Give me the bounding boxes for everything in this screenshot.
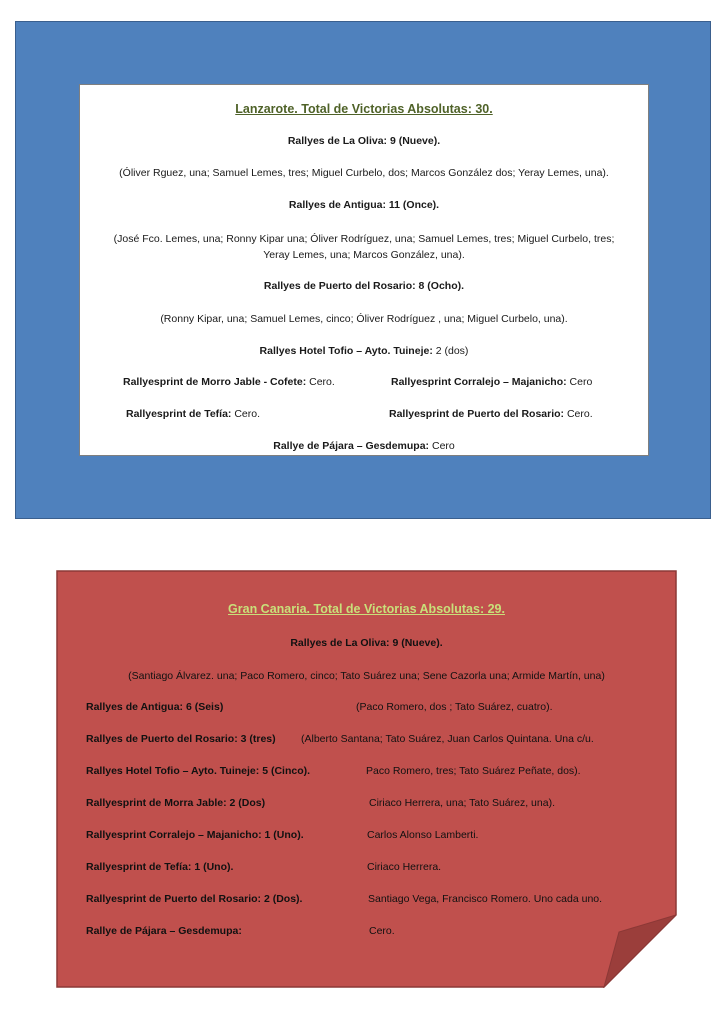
- lz-pajara-label: Rallye de Pájara – Gesdemupa:: [273, 440, 430, 452]
- gc-row-detail: (Paco Romero, dos ; Tato Suárez, cuatro).: [356, 701, 553, 713]
- gc-row-detail: (Alberto Santana; Tato Suárez, Juan Carlos Quintana. Una c/u.: [301, 733, 594, 745]
- gc-row-detail: Cero.: [369, 925, 395, 937]
- lz-morro-line: [123, 375, 335, 390]
- lz-pajara-value: Cero: [429, 440, 455, 452]
- lz-tefia-value: Cero.: [231, 408, 261, 420]
- gc-row-label: Rallyesprint Corralejo – Majanicho: 1 (Uno).: [86, 829, 304, 841]
- gran-canaria-title: Gran Canaria. Total de Victorias Absolutas: 29.: [228, 602, 505, 616]
- lz-antigua-detail-2: Yeray Lemes, una; Marcos González, una).: [263, 249, 465, 261]
- lz-sprint-rosario-value: Cero.: [564, 408, 593, 420]
- lanzarote-title: Lanzarote. Total de Victorias Absolutas: 30.: [235, 102, 493, 116]
- lz-tefia-line: [126, 407, 260, 422]
- lz-pajara-line: [80, 439, 648, 454]
- lz-tefia-label: Rallyesprint de Tefía:: [126, 408, 232, 420]
- gc-row-label: Rallye de Pájara – Gesdemupa:: [86, 925, 242, 937]
- gc-row-detail: Santiago Vega, Francisco Romero. Uno cada uno.: [368, 893, 603, 905]
- gc-row-label: Rallyesprint de Puerto del Rosario: 2 (Dos).: [86, 893, 303, 905]
- lz-tofio-label: Rallyes Hotel Tofio – Ayto. Tuineje:: [259, 345, 433, 357]
- lz-corralejo-line: [391, 375, 592, 390]
- lz-tofio-value: 2 (dos): [432, 345, 469, 357]
- gc-row-label: Rallyes de Antigua: 6 (Seis): [86, 701, 224, 713]
- lz-rosario-heading: Rallyes de Puerto del Rosario: 8 (Ocho).: [263, 280, 465, 292]
- lz-corralejo-label: Rallyesprint Corralejo – Majanicho:: [391, 376, 567, 388]
- gc-oliva-detail: (Santiago Álvarez. una; Paco Romero, cinco; Tato Suárez una; Sene Cazorla una; Armide Martín, una): [128, 670, 605, 682]
- lz-rosario-detail: (Ronny Kipar, una; Samuel Lemes, cinco; Óliver Rodríguez , una; Miguel Curbelo, una).: [160, 313, 568, 325]
- gc-row-detail: Paco Romero, tres; Tato Suárez Peñate, dos).: [366, 765, 581, 777]
- gc-row-label: Rallyesprint de Tefía: 1 (Uno).: [86, 861, 234, 873]
- lz-antigua-detail-1: (José Fco. Lemes, una; Ronny Kipar una; Óliver Rodríguez, una; Samuel Lemes, tres; Miguel Curbelo, tres;: [113, 233, 615, 245]
- gc-oliva-heading: Rallyes de La Oliva: 9 (Nueve).: [290, 637, 443, 649]
- gc-row-detail: Ciriaco Herrera, una; Tato Suárez, una).: [369, 797, 555, 809]
- lz-sprint-rosario-line: [389, 407, 593, 422]
- lz-tofio-line: [80, 344, 648, 359]
- lz-antigua-heading: Rallyes de Antigua: 11 (Once).: [288, 199, 440, 211]
- lz-oliva-heading: Rallyes de La Oliva: 9 (Nueve).: [287, 135, 441, 147]
- gc-row-label: Rallyes Hotel Tofio – Ayto. Tuineje: 5 (Cinco).: [86, 765, 311, 777]
- lanzarote-panel: [79, 84, 649, 456]
- gc-row-label: Rallyes de Puerto del Rosario: 3 (tres): [86, 733, 276, 745]
- gc-row-detail: Carlos Alonso Lamberti.: [367, 829, 479, 841]
- lz-morro-value: Cero.: [306, 376, 335, 388]
- lz-morro-label: Rallyesprint de Morro Jable - Cofete:: [123, 376, 307, 388]
- lz-oliva-detail: (Óliver Rguez, una; Samuel Lemes, tres; Miguel Curbelo, dos; Marcos González dos; Yeray Lemes, una).: [119, 167, 609, 179]
- gc-row-label: Rallyesprint de Morra Jable: 2 (Dos): [86, 797, 266, 809]
- gran-canaria-note: [56, 570, 677, 988]
- lz-corralejo-value: Cero: [566, 376, 593, 388]
- lz-sprint-rosario-label: Rallyesprint de Puerto del Rosario:: [389, 408, 565, 420]
- gc-row-detail: Ciriaco Herrera.: [367, 861, 442, 873]
